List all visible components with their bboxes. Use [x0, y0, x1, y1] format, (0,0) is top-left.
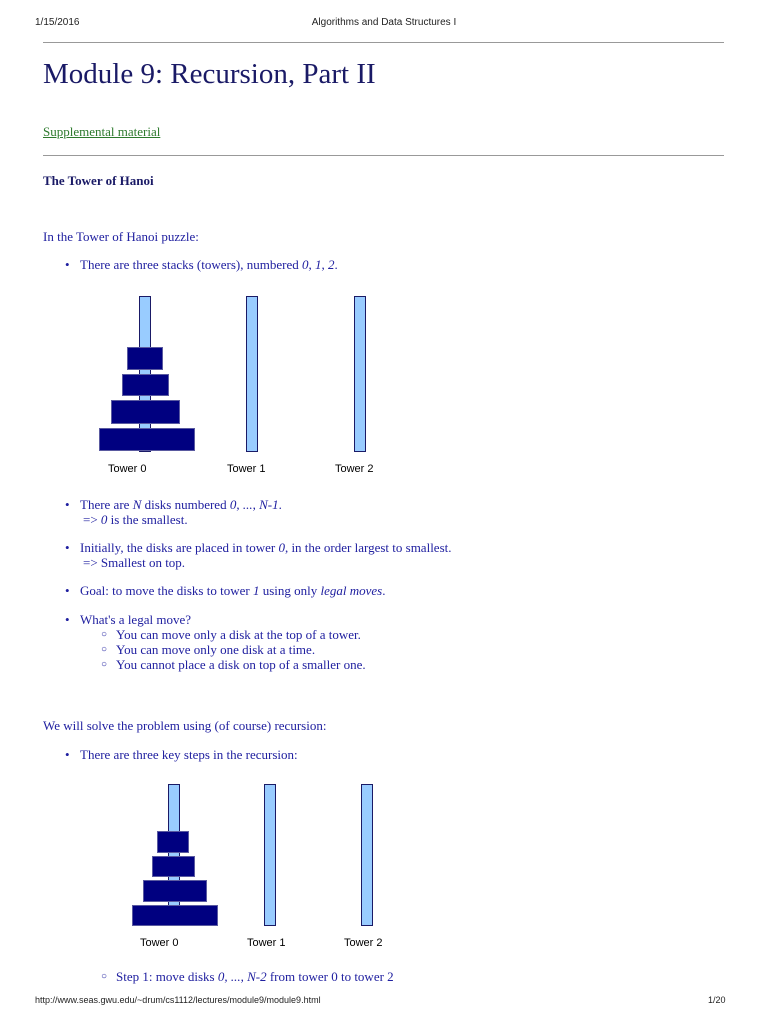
bullet-key-steps: • There are three key steps in the recursion: [65, 747, 298, 762]
intro-text: In the Tower of Hanoi puzzle: [43, 229, 199, 244]
print-page-number: 1/20 [708, 995, 726, 1005]
bullet-goal: • Goal: to move the disks to tower 1 using only legal moves. [65, 583, 386, 598]
tower-1-label: Tower 1 [247, 937, 286, 949]
disk-2 [111, 400, 180, 424]
tower-2-label: Tower 2 [335, 463, 374, 475]
step-1: ○ Step 1: move disks 0, ..., N-2 from tower 0 to tower 2 [101, 969, 394, 984]
legal-sub-3: ○ You cannot place a disk on top of a smaller one. [101, 657, 366, 672]
page-title: Module 9: Recursion, Part II [43, 58, 376, 90]
section-heading: The Tower of Hanoi [43, 173, 154, 188]
disk-2 [143, 880, 207, 902]
disk-3 [99, 428, 195, 451]
tower-0-label: Tower 0 [140, 937, 179, 949]
bullet-initial: • Initially, the disks are placed in tower 0, in the order largest to smallest. => Smallest on top. [65, 540, 452, 570]
legal-sub-2: ○ You can move only one disk at a time. [101, 642, 316, 657]
section-rule [43, 155, 724, 156]
supplemental-link[interactable]: Supplemental material [43, 124, 161, 139]
top-rule [43, 42, 724, 43]
bullet-disks: • There are N disks numbered 0, ..., N-1. => 0 is the smallest. [65, 497, 282, 527]
disk-0 [127, 347, 163, 370]
disk-0 [157, 831, 189, 853]
legal-sub-1: ○ You can move only a disk at the top of a tower. [101, 627, 361, 642]
disk-3 [132, 905, 218, 926]
disk-1 [122, 374, 169, 396]
print-title: Algorithms and Data Structures I [311, 17, 457, 28]
print-date: 1/15/2016 [35, 17, 80, 28]
peg-tower-1 [264, 784, 276, 926]
tower-0-label: Tower 0 [108, 463, 147, 475]
solve-intro: We will solve the problem using (of course) recursion: [43, 718, 327, 733]
tower-2-label: Tower 2 [344, 937, 383, 949]
bullet-legal: • What's a legal move? [65, 612, 191, 627]
print-url: http://www.seas.gwu.edu/~drum/cs1112/lectures/module9/module9.html [35, 995, 321, 1005]
tower-1-label: Tower 1 [227, 463, 266, 475]
peg-tower-1 [246, 296, 258, 452]
peg-tower-2 [361, 784, 373, 926]
bullet-stacks: • There are three stacks (towers), numbered 0, 1, 2. [65, 257, 338, 272]
disk-1 [152, 856, 195, 877]
peg-tower-2 [354, 296, 366, 452]
